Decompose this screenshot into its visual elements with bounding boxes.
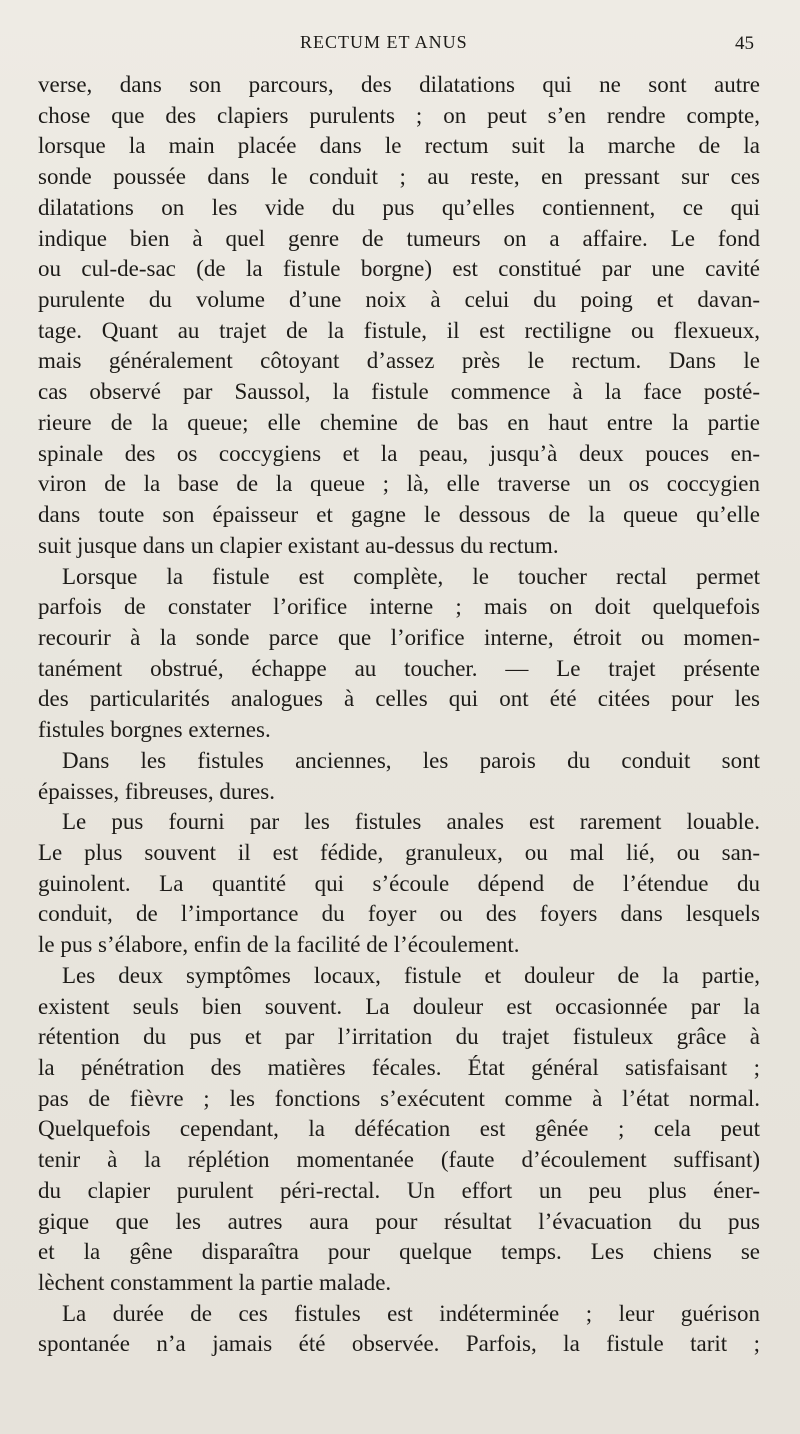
text-line: dans toute son épaisseur et gagne le dessous de la queue qu’elle <box>38 502 760 528</box>
text-line: spinale des os coccygiens et la peau, jusqu’à deux pouces en- <box>38 440 760 466</box>
text-line: la pénétration des matières fécales. État général satisfaisant ; <box>38 1055 760 1080</box>
text-line: Quelquefois cependant, la défécation est gênée ; cela peut <box>38 1116 760 1142</box>
text-line: Lorsque la fistule est complète, le toucher rectal permet <box>62 563 760 589</box>
text-line: des particularités analogues à celles qui ont été citées pour les <box>38 686 760 712</box>
text-line: tanément obstrué, échappe au toucher. — Le trajet présente <box>38 655 760 681</box>
text-line: recourir à la sonde parce que l’orifice interne, étroit ou momen- <box>38 624 760 650</box>
text-line: La durée de ces fistules est indéterminée ; leur guérison <box>62 1300 760 1326</box>
text-line: Le plus souvent il est fédide, granuleux, ou mal lié, ou san- <box>38 839 760 865</box>
text-line: pas de fièvre ; les fonctions s’exécutent comme à l’état normal. <box>38 1085 760 1111</box>
text-line: lèchent constamment la partie malade. <box>38 1270 392 1296</box>
text-line: rieure de la queue; elle chemine de bas en haut entre la partie <box>38 409 760 435</box>
text-line: viron de la base de la queue ; là, elle traverse un os coccygien <box>38 471 760 497</box>
text-line: Le pus fourni par les fistules anales est rarement louable. <box>62 809 760 835</box>
text-line: lorsque la main placée dans le rectum suit la marche de la <box>38 133 760 159</box>
text-line: épaisses, fibreuses, dures. <box>38 778 275 804</box>
text-line: purulente du volume d’une noix à celui du poing et davan- <box>38 287 760 313</box>
running-title: RECTUM ET ANUS <box>300 32 468 52</box>
text-line: Dans les fistules anciennes, les parois du conduit sont <box>62 747 760 773</box>
text-line: tenir à la réplétion momentanée (faute d’écoulement suffisant) <box>38 1147 760 1173</box>
text-line: ou cul-de-sac (de la fistule borgne) est constitué par une cavité <box>38 256 760 282</box>
text-line: conduit, de l’importance du foyer ou des foyers dans lesquels <box>38 901 760 927</box>
text-line: verse, dans son parcours, des dilatations qui ne sont autre <box>38 72 760 97</box>
text-line: rétention du pus et par l’irritation du trajet fistuleux grâce à <box>38 1024 760 1050</box>
text-line: le pus s’élabore, enfin de la facilité de l’écoulement. <box>38 932 520 958</box>
body-text <box>38 70 760 1360</box>
page-number: 45 <box>735 33 754 54</box>
text-line: fistules borgnes externes. <box>38 717 271 743</box>
text-line: spontanée n’a jamais été observée. Parfois, la fistule tarit ; <box>38 1331 760 1357</box>
text-line: Les deux symptômes locaux, fistule et douleur de la partie, <box>62 962 760 988</box>
text-line: sonde poussée dans le conduit ; au reste, en pressant sur ces <box>38 164 760 190</box>
text-line: parfois de constater l’orifice interne ; mais on doit quelquefois <box>38 594 760 620</box>
text-line: existent seuls bien souvent. La douleur est occasionnée par la <box>38 993 760 1019</box>
text-line: gique que les autres aura pour résultat l’évacuation du pus <box>38 1208 760 1234</box>
text-line: chose que des clapiers purulents ; on peut s’en rendre compte, <box>38 102 760 128</box>
text-line: suit jusque dans un clapier existant au-dessus du rectum. <box>38 532 559 558</box>
text-line: indique bien à quel genre de tumeurs on a affaire. Le fond <box>38 225 760 251</box>
text-line: dilatations on les vide du pus qu’elles contiennent, ce qui <box>38 194 760 220</box>
text-line: du clapier purulent péri-rectal. Un effort un peu plus éner- <box>38 1177 760 1203</box>
text-line: tage. Quant au trajet de la fistule, il est rectiligne ou flexueux, <box>38 317 760 343</box>
text-line: mais généralement côtoyant d’assez près le rectum. Dans le <box>38 348 760 374</box>
text-line: guinolent. La quantité qui s’écoule dépend de l’étendue du <box>38 870 760 896</box>
text-line: et la gêne disparaîtra pour quelque temps. Les chiens se <box>38 1239 760 1265</box>
text-line: cas observé par Saussol, la fistule commence à la face posté- <box>38 379 760 405</box>
